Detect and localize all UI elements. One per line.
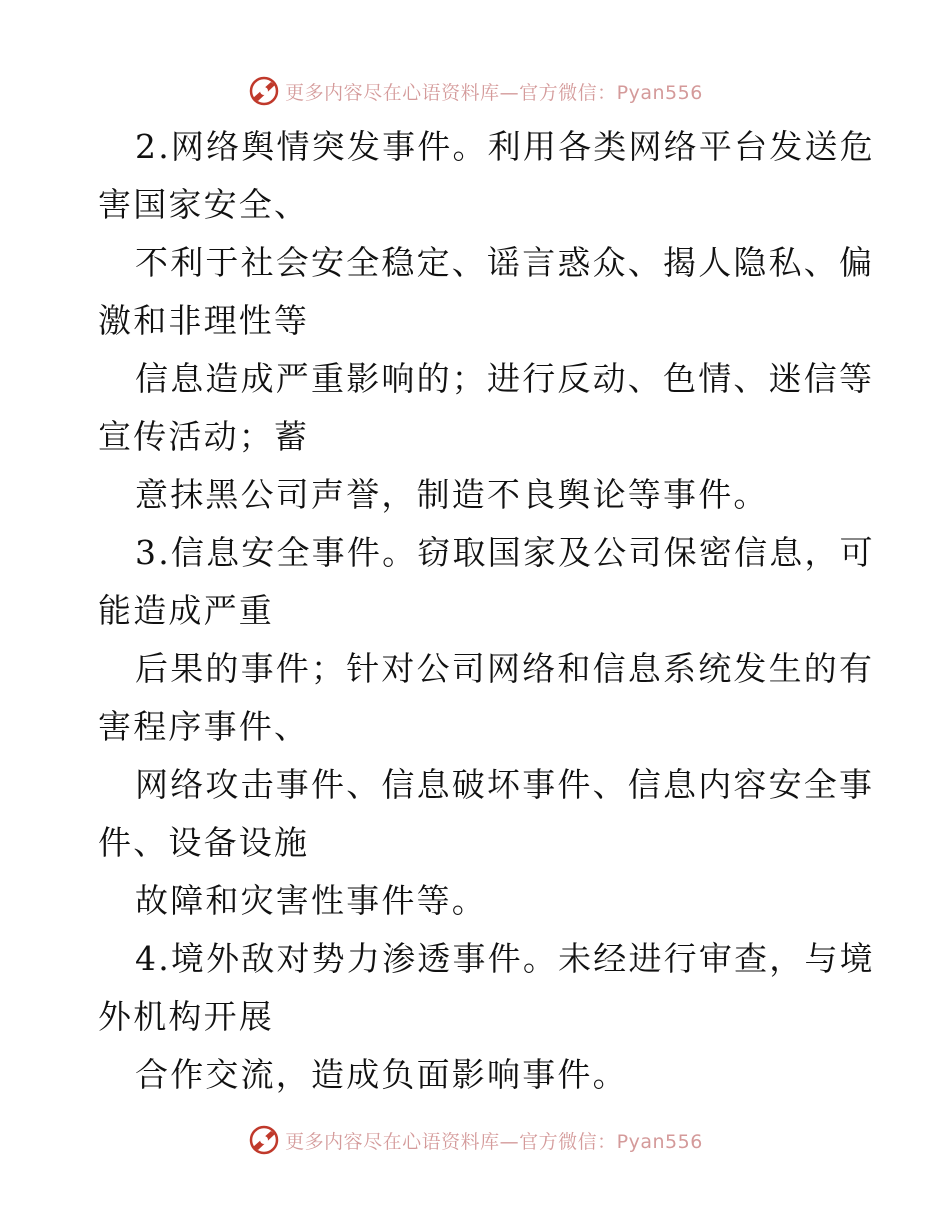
text-line: 害程序事件、 bbox=[98, 707, 310, 746]
text-line: 外机构开展 bbox=[98, 997, 274, 1036]
text-line: 能造成严重 bbox=[98, 591, 274, 630]
text-line: 3.信息安全事件。窃取国家及公司保密信息，可 bbox=[135, 533, 875, 572]
text-line: 宣传活动；蓄 bbox=[98, 417, 310, 456]
text-line: 2.网络舆情突发事件。利用各类网络平台发送危 bbox=[135, 127, 875, 166]
header-watermark-banner bbox=[0, 71, 950, 111]
text-line: 害国家安全、 bbox=[98, 185, 310, 224]
watermark-text: 更多内容尽在心语资料库—官方微信：Pyan556 bbox=[285, 81, 703, 104]
watermark-text: 更多内容尽在心语资料库—官方微信：Pyan556 bbox=[285, 1130, 703, 1153]
text-line: 故障和灾害性事件等。 bbox=[135, 881, 487, 920]
text-line: 网络攻击事件、信息破坏事件、信息内容安全事 bbox=[135, 765, 875, 804]
text-line: 4.境外敌对势力渗透事件。未经进行审查，与境 bbox=[135, 939, 875, 978]
text-line: 意抹黑公司声誉，制造不良舆论等事件。 bbox=[135, 475, 769, 514]
pen-logo-icon bbox=[247, 74, 281, 108]
document-body bbox=[98, 118, 875, 1104]
text-line: 后果的事件；针对公司网络和信息系统发生的有 bbox=[135, 649, 875, 688]
footer-watermark-banner bbox=[0, 1120, 950, 1160]
text-line: 激和非理性等 bbox=[98, 301, 310, 340]
text-line: 合作交流，造成负面影响事件。 bbox=[135, 1055, 628, 1094]
text-line: 信息造成严重影响的；进行反动、色情、迷信等 bbox=[135, 359, 875, 398]
text-line: 件、设备设施 bbox=[98, 823, 310, 862]
text-line: 不利于社会安全稳定、谣言惑众、揭人隐私、偏 bbox=[135, 243, 875, 282]
pen-logo-icon bbox=[247, 1123, 281, 1157]
